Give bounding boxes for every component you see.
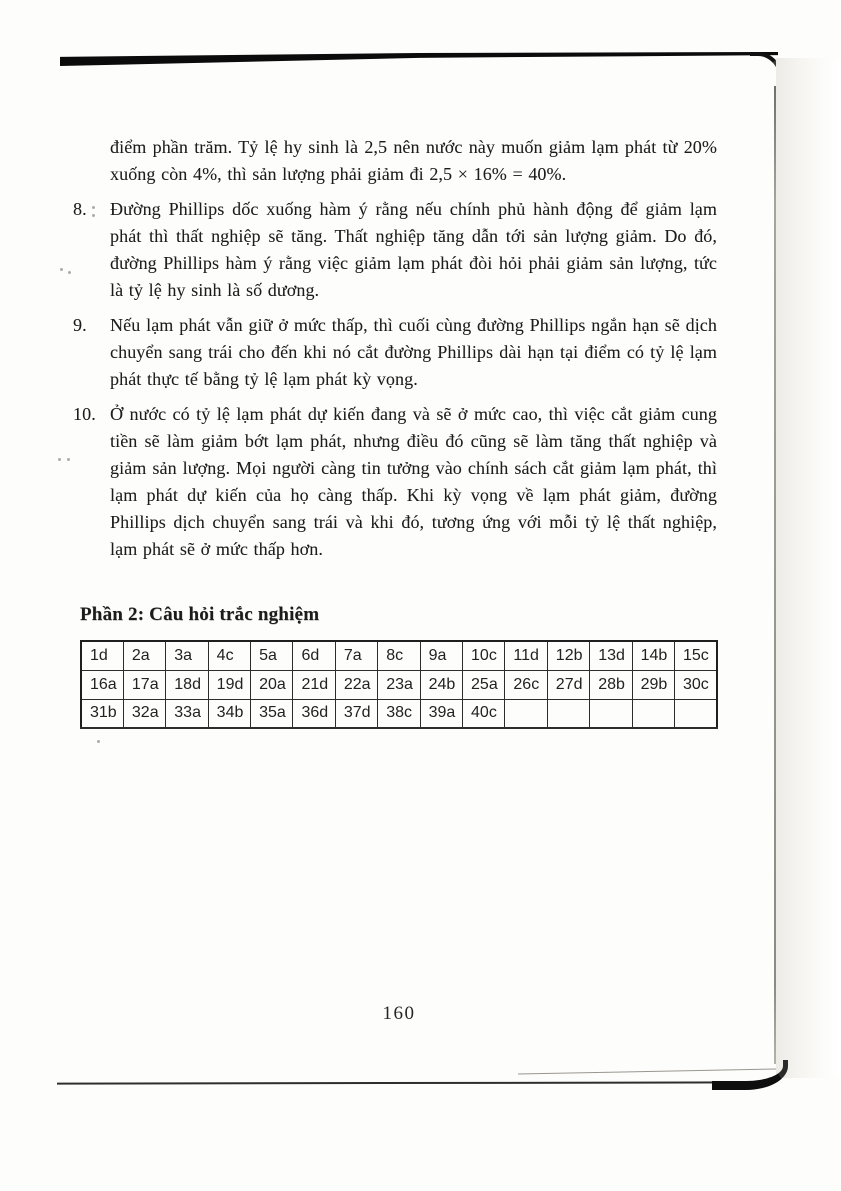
answer-cell: 21d bbox=[293, 670, 335, 699]
scan-bottom-edge-line bbox=[57, 1081, 747, 1084]
item-number: 8. bbox=[73, 199, 87, 219]
answer-cell: 28b bbox=[590, 670, 632, 699]
answer-cell bbox=[505, 699, 547, 728]
answer-cell: 1d bbox=[81, 641, 123, 670]
list-item-8 bbox=[71, 196, 718, 304]
scan-speck bbox=[60, 268, 63, 271]
answer-cell: 8c bbox=[378, 641, 420, 670]
answer-cell: 37d bbox=[335, 699, 377, 728]
answer-cell: 15c bbox=[674, 641, 717, 670]
answer-cell bbox=[674, 699, 717, 728]
answer-cell: 17a bbox=[123, 670, 165, 699]
answer-cell: 34b bbox=[208, 699, 250, 728]
answer-table-row bbox=[81, 699, 717, 728]
item-number: 10. bbox=[73, 404, 96, 424]
item-text: Ở nước có tỷ lệ lạm phát dự kiến đang và sẽ ở mức cao, thì việc cắt giảm cung tiền sẽ làm giảm bớt lạm phát, nhưng điều đó cũng sẽ làm tăng thất nghiệp và giảm sản lượng. Mọi người càng tin tưởng vào chính sách cắt giảm lạm phát, thì lạm phát dự kiến của họ càng thấp. Khi kỳ vọng về lạm phát giảm, đường Phillips dịch chuyển sang trái và khi đó, tương ứng với mỗi tỷ lệ thất nghiệp, lạm phát sẽ ở mức thấp hơn. bbox=[110, 404, 717, 559]
scan-speck bbox=[58, 458, 61, 461]
answer-cell: 2a bbox=[123, 641, 165, 670]
answer-cell: 25a bbox=[463, 670, 505, 699]
answer-cell bbox=[547, 699, 589, 728]
answer-cell: 24b bbox=[420, 670, 462, 699]
item-text: Đường Phillips dốc xuống hàm ý rằng nếu chính phủ hành động để giảm lạm phát thì thất nghiệp sẽ tăng. Thất nghiệp tăng dẫn tới sản lượng giảm. Do đó, đường Phillips hàm ý rằng việc giảm lạm phát đòi hỏi phải giảm sản lượng, tức là tỷ lệ hy sinh là số dương. bbox=[110, 199, 717, 300]
scan-right-edge-shading bbox=[776, 58, 841, 1078]
answer-cell: 32a bbox=[123, 699, 165, 728]
answer-cell: 29b bbox=[632, 670, 674, 699]
answer-cell: 31b bbox=[81, 699, 123, 728]
answer-cell: 26c bbox=[505, 670, 547, 699]
answer-cell: 10c bbox=[463, 641, 505, 670]
answer-cell: 39a bbox=[420, 699, 462, 728]
answer-cell: 16a bbox=[81, 670, 123, 699]
answer-cell: 22a bbox=[335, 670, 377, 699]
page-number: 160 bbox=[382, 1003, 416, 1024]
scan-bottom-right-corner bbox=[712, 1060, 788, 1090]
answer-cell: 13d bbox=[590, 641, 632, 670]
answer-cell: 19d bbox=[208, 670, 250, 699]
answer-cell: 40c bbox=[463, 699, 505, 728]
answer-table-body bbox=[81, 641, 717, 728]
answer-cell: 9a bbox=[420, 641, 462, 670]
item-number: 9. bbox=[73, 315, 87, 335]
answer-cell: 18d bbox=[166, 670, 208, 699]
answer-cell bbox=[590, 699, 632, 728]
list-item-10 bbox=[71, 401, 718, 563]
answer-cell: 20a bbox=[251, 670, 293, 699]
scan-top-edge-bar bbox=[60, 52, 778, 66]
answer-cell: 14b bbox=[632, 641, 674, 670]
scan-right-edge-line bbox=[774, 86, 776, 1064]
answer-table bbox=[80, 640, 718, 729]
answer-cell: 35a bbox=[251, 699, 293, 728]
answer-cell: 23a bbox=[378, 670, 420, 699]
list-item-9 bbox=[71, 312, 718, 393]
answer-cell: 5a bbox=[251, 641, 293, 670]
paragraph-continuation: điểm phần trăm. Tỷ lệ hy sinh là 2,5 nên nước này muốn giảm lạm phát từ 20% xuống còn 4%, thì sản lượng phải giảm đi 2,5 × 16% = 40%. bbox=[110, 137, 717, 184]
section-header: Phần 2: Câu hỏi trắc nghiệm bbox=[80, 604, 320, 625]
answer-cell: 33a bbox=[166, 699, 208, 728]
answer-cell: 4c bbox=[208, 641, 250, 670]
answer-cell bbox=[632, 699, 674, 728]
answer-cell: 38c bbox=[378, 699, 420, 728]
scan-speck bbox=[97, 740, 100, 743]
answer-cell: 3a bbox=[166, 641, 208, 670]
answer-table-row bbox=[81, 641, 717, 670]
answer-cell: 6d bbox=[293, 641, 335, 670]
answer-cell: 30c bbox=[674, 670, 717, 699]
item-text: Nếu lạm phát vẫn giữ ở mức thấp, thì cuối cùng đường Phillips ngắn hạn sẽ dịch chuyển sang trái cho đến khi nó cắt đường Phillips dài hạn tại điểm có tỷ lệ lạm phát thực tế bằng tỷ lệ lạm phát kỳ vọng. bbox=[110, 315, 717, 389]
answer-cell: 7a bbox=[335, 641, 377, 670]
answer-cell: 27d bbox=[547, 670, 589, 699]
answer-cell: 36d bbox=[293, 699, 335, 728]
answer-cell: 12b bbox=[547, 641, 589, 670]
answer-cell: 11d bbox=[505, 641, 547, 670]
page-body-text bbox=[71, 134, 718, 563]
answer-table-row bbox=[81, 670, 717, 699]
